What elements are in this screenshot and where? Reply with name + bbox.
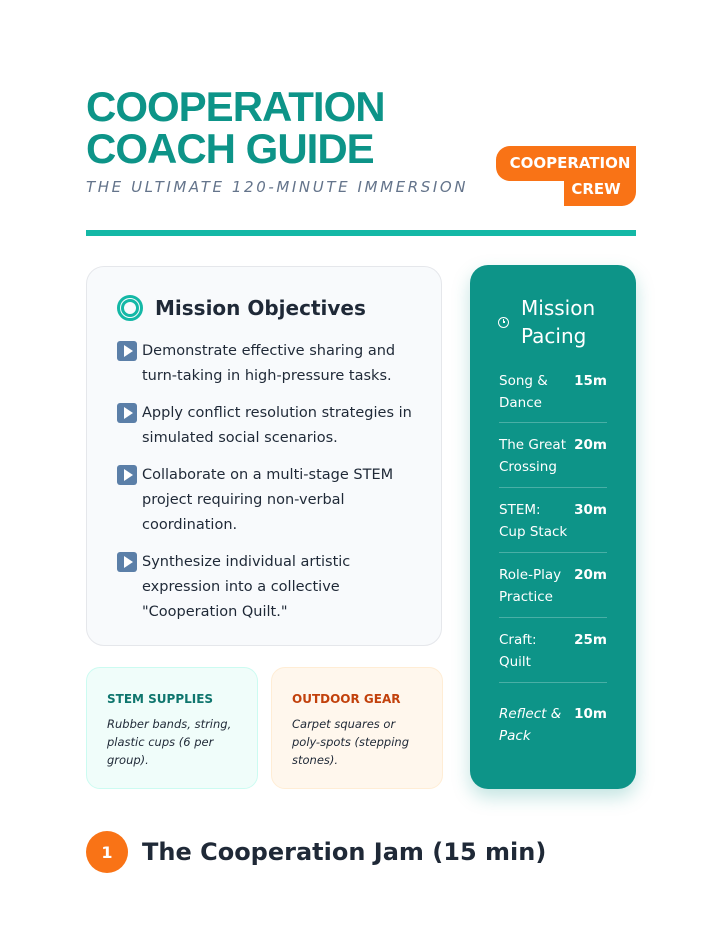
crew-badge-line-1: COOPERATION xyxy=(509,154,631,172)
objectives-title: Mission Objectives xyxy=(155,296,366,320)
pacing-activity: Song & Dance xyxy=(499,373,548,411)
page-title-line-2: COACH GUIDE xyxy=(86,125,374,172)
objective-item xyxy=(117,463,427,538)
objective-item xyxy=(117,550,427,625)
play-icon xyxy=(117,552,137,572)
outdoor-gear-title: OUTDOOR GEAR xyxy=(292,692,401,706)
pacing-activity: STEM: Cup Stack xyxy=(499,502,568,540)
pacing-card xyxy=(470,265,636,789)
pacing-row xyxy=(499,618,607,683)
outdoor-gear-text: Carpet squares or poly-spots (stepping stones). xyxy=(292,717,410,767)
outdoor-gear-card xyxy=(271,667,443,789)
clock-icon xyxy=(498,317,509,328)
title-block xyxy=(86,83,469,196)
pacing-row xyxy=(499,488,607,553)
pacing-duration: 20m xyxy=(574,567,607,583)
objective-item xyxy=(117,339,427,389)
pacing-duration: 30m xyxy=(574,502,607,518)
play-icon xyxy=(117,403,137,423)
crew-badge xyxy=(496,146,636,206)
objectives-header xyxy=(117,295,366,321)
pacing-header xyxy=(498,294,595,350)
section-title: The Cooperation Jam (15 min) xyxy=(142,838,547,866)
stem-supplies-text: Rubber bands, string, plastic cups (6 per group). xyxy=(107,717,232,767)
objective-text: Collaborate on a multi-stage STEM project requiring non-verbal coordination. xyxy=(142,467,394,533)
stem-supplies-card xyxy=(86,667,258,789)
objective-text: Synthesize individual artistic expression into a collective "Cooperation Quilt." xyxy=(142,554,351,620)
play-icon xyxy=(117,465,137,485)
pacing-row xyxy=(499,553,607,618)
header-divider xyxy=(86,230,636,236)
pacing-activity: Craft: Quilt xyxy=(499,632,537,670)
pacing-activity: The Great Crossing xyxy=(499,437,566,475)
pacing-duration: 10m xyxy=(574,706,607,722)
pacing-duration: 15m xyxy=(574,373,607,389)
pacing-row xyxy=(499,423,607,488)
page-subtitle: THE ULTIMATE 120-MINUTE IMMERSION xyxy=(86,178,469,196)
pacing-row xyxy=(499,367,607,423)
stem-supplies-title: STEM SUPPLIES xyxy=(107,692,214,706)
pacing-list xyxy=(499,367,607,747)
crew-badge-line-2: CREW xyxy=(571,180,621,198)
pacing-duration: 20m xyxy=(574,437,607,453)
objectives-list xyxy=(117,339,427,637)
objective-item xyxy=(117,401,427,451)
objective-text: Apply conflict resolution strategies in simulated social scenarios. xyxy=(142,405,412,446)
objectives-card xyxy=(86,266,442,646)
page-title-line-1: COOPERATION xyxy=(86,83,385,130)
section-heading xyxy=(86,831,546,873)
pacing-activity: Role-Play Practice xyxy=(499,567,562,605)
objective-text: Demonstrate effective sharing and turn-taking in high-pressure tasks. xyxy=(142,343,396,384)
pacing-activity: Reflect & Pack xyxy=(499,706,562,744)
pacing-row xyxy=(499,683,607,747)
play-icon xyxy=(117,341,137,361)
pacing-title: Mission Pacing xyxy=(521,296,596,348)
target-icon xyxy=(117,295,143,321)
section-number-badge: 1 xyxy=(86,831,128,873)
pacing-duration: 25m xyxy=(574,632,607,648)
